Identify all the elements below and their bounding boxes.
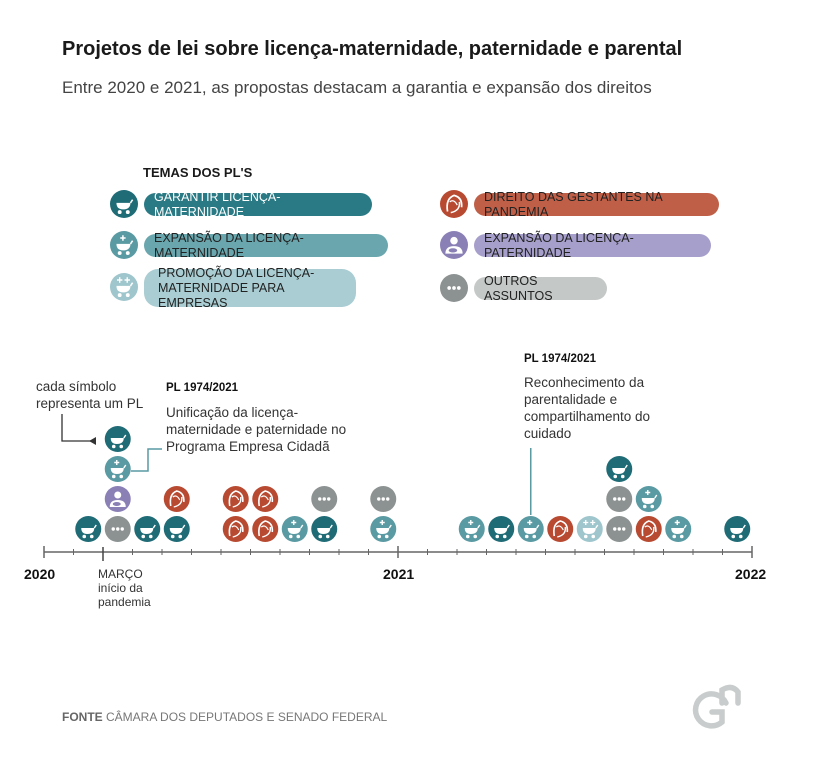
marker-gestantes (547, 516, 573, 542)
chart-subtitle: Entre 2020 e 2021, as propostas destacam a garantia e expansão dos direitos (62, 78, 652, 97)
pl-left-connector (131, 449, 162, 471)
marker-garantir (311, 516, 337, 542)
pandemic-label: início da pandemia (98, 581, 151, 609)
marker-outros (311, 486, 337, 512)
source-label: FONTE (62, 710, 103, 724)
marker-garantir (488, 516, 514, 542)
marker-gestantes (164, 486, 190, 512)
marker-garantir (606, 456, 632, 482)
marker-garantir (724, 516, 750, 542)
marker-expansao-mat (105, 456, 131, 482)
marker-garantir (105, 426, 131, 452)
symbol-note: cada símbolo representa um PL (36, 379, 144, 411)
pl-left-title: PL 1974/2021 (166, 382, 239, 394)
marker-outros (105, 516, 131, 542)
marker-outros (370, 486, 396, 512)
marker-outros (606, 516, 632, 542)
marker-expansao-mat (518, 516, 544, 542)
legend-heading: TEMAS DOS PL'S (143, 165, 253, 180)
marker-promocao (577, 516, 603, 542)
march-label: MARÇO (98, 567, 143, 581)
marker-outros (606, 486, 632, 512)
legend-label-gestantes: DIREITO DAS GESTANTES NA PANDEMIA (474, 193, 719, 216)
marker-gestantes (223, 516, 249, 542)
year-label-2021: 2021 (383, 566, 415, 582)
legend-label-expansao-maternidade: EXPANSÃO DA LICENÇA-MATERNIDADE (144, 234, 388, 257)
chart-title: Projetos de lei sobre licença-maternidade, paternidade e parental (62, 38, 683, 60)
legend-label-outros: OUTROS ASSUNTOS (474, 277, 607, 300)
legend-label-promocao: PROMOÇÃO DA LICENÇA-MATERNIDADE PARA EMPRESAS (144, 269, 356, 307)
legend-label-garantir: GARANTIR LICENÇA-MATERNIDADE (144, 193, 372, 216)
marker-garantir (134, 516, 160, 542)
marker-gestantes (252, 486, 278, 512)
year-label-2020: 2020 (24, 566, 56, 582)
symbol-note-arrowhead (89, 437, 96, 445)
marker-expansao-mat (636, 486, 662, 512)
pl-left-text: Unificação da licença-maternidade e paternidade no Programa Empresa Cidadã (166, 405, 347, 454)
year-label-2022: 2022 (735, 566, 767, 582)
legend-label-paternidade: EXPANSÃO DA LICENÇA-PATERNIDADE (474, 234, 711, 257)
source-text: CÂMARA DOS DEPUTADOS E SENADO FEDERAL (106, 710, 388, 724)
marker-gestantes (636, 516, 662, 542)
marker-expansao-mat (459, 516, 485, 542)
marker-garantir (164, 516, 190, 542)
marker-paternidade (105, 486, 131, 512)
marker-gestantes (223, 486, 249, 512)
marker-garantir (75, 516, 101, 542)
symbol-note-arrow (62, 414, 95, 441)
marker-expansao-mat (282, 516, 308, 542)
marker-gestantes (252, 516, 278, 542)
pl-right-text: Reconhecimento da parentalidade e compartilhamento do cuidado (524, 375, 651, 441)
pl-right-title: PL 1974/2021 (524, 353, 597, 365)
marker-expansao-mat (665, 516, 691, 542)
marker-expansao-mat (370, 516, 396, 542)
